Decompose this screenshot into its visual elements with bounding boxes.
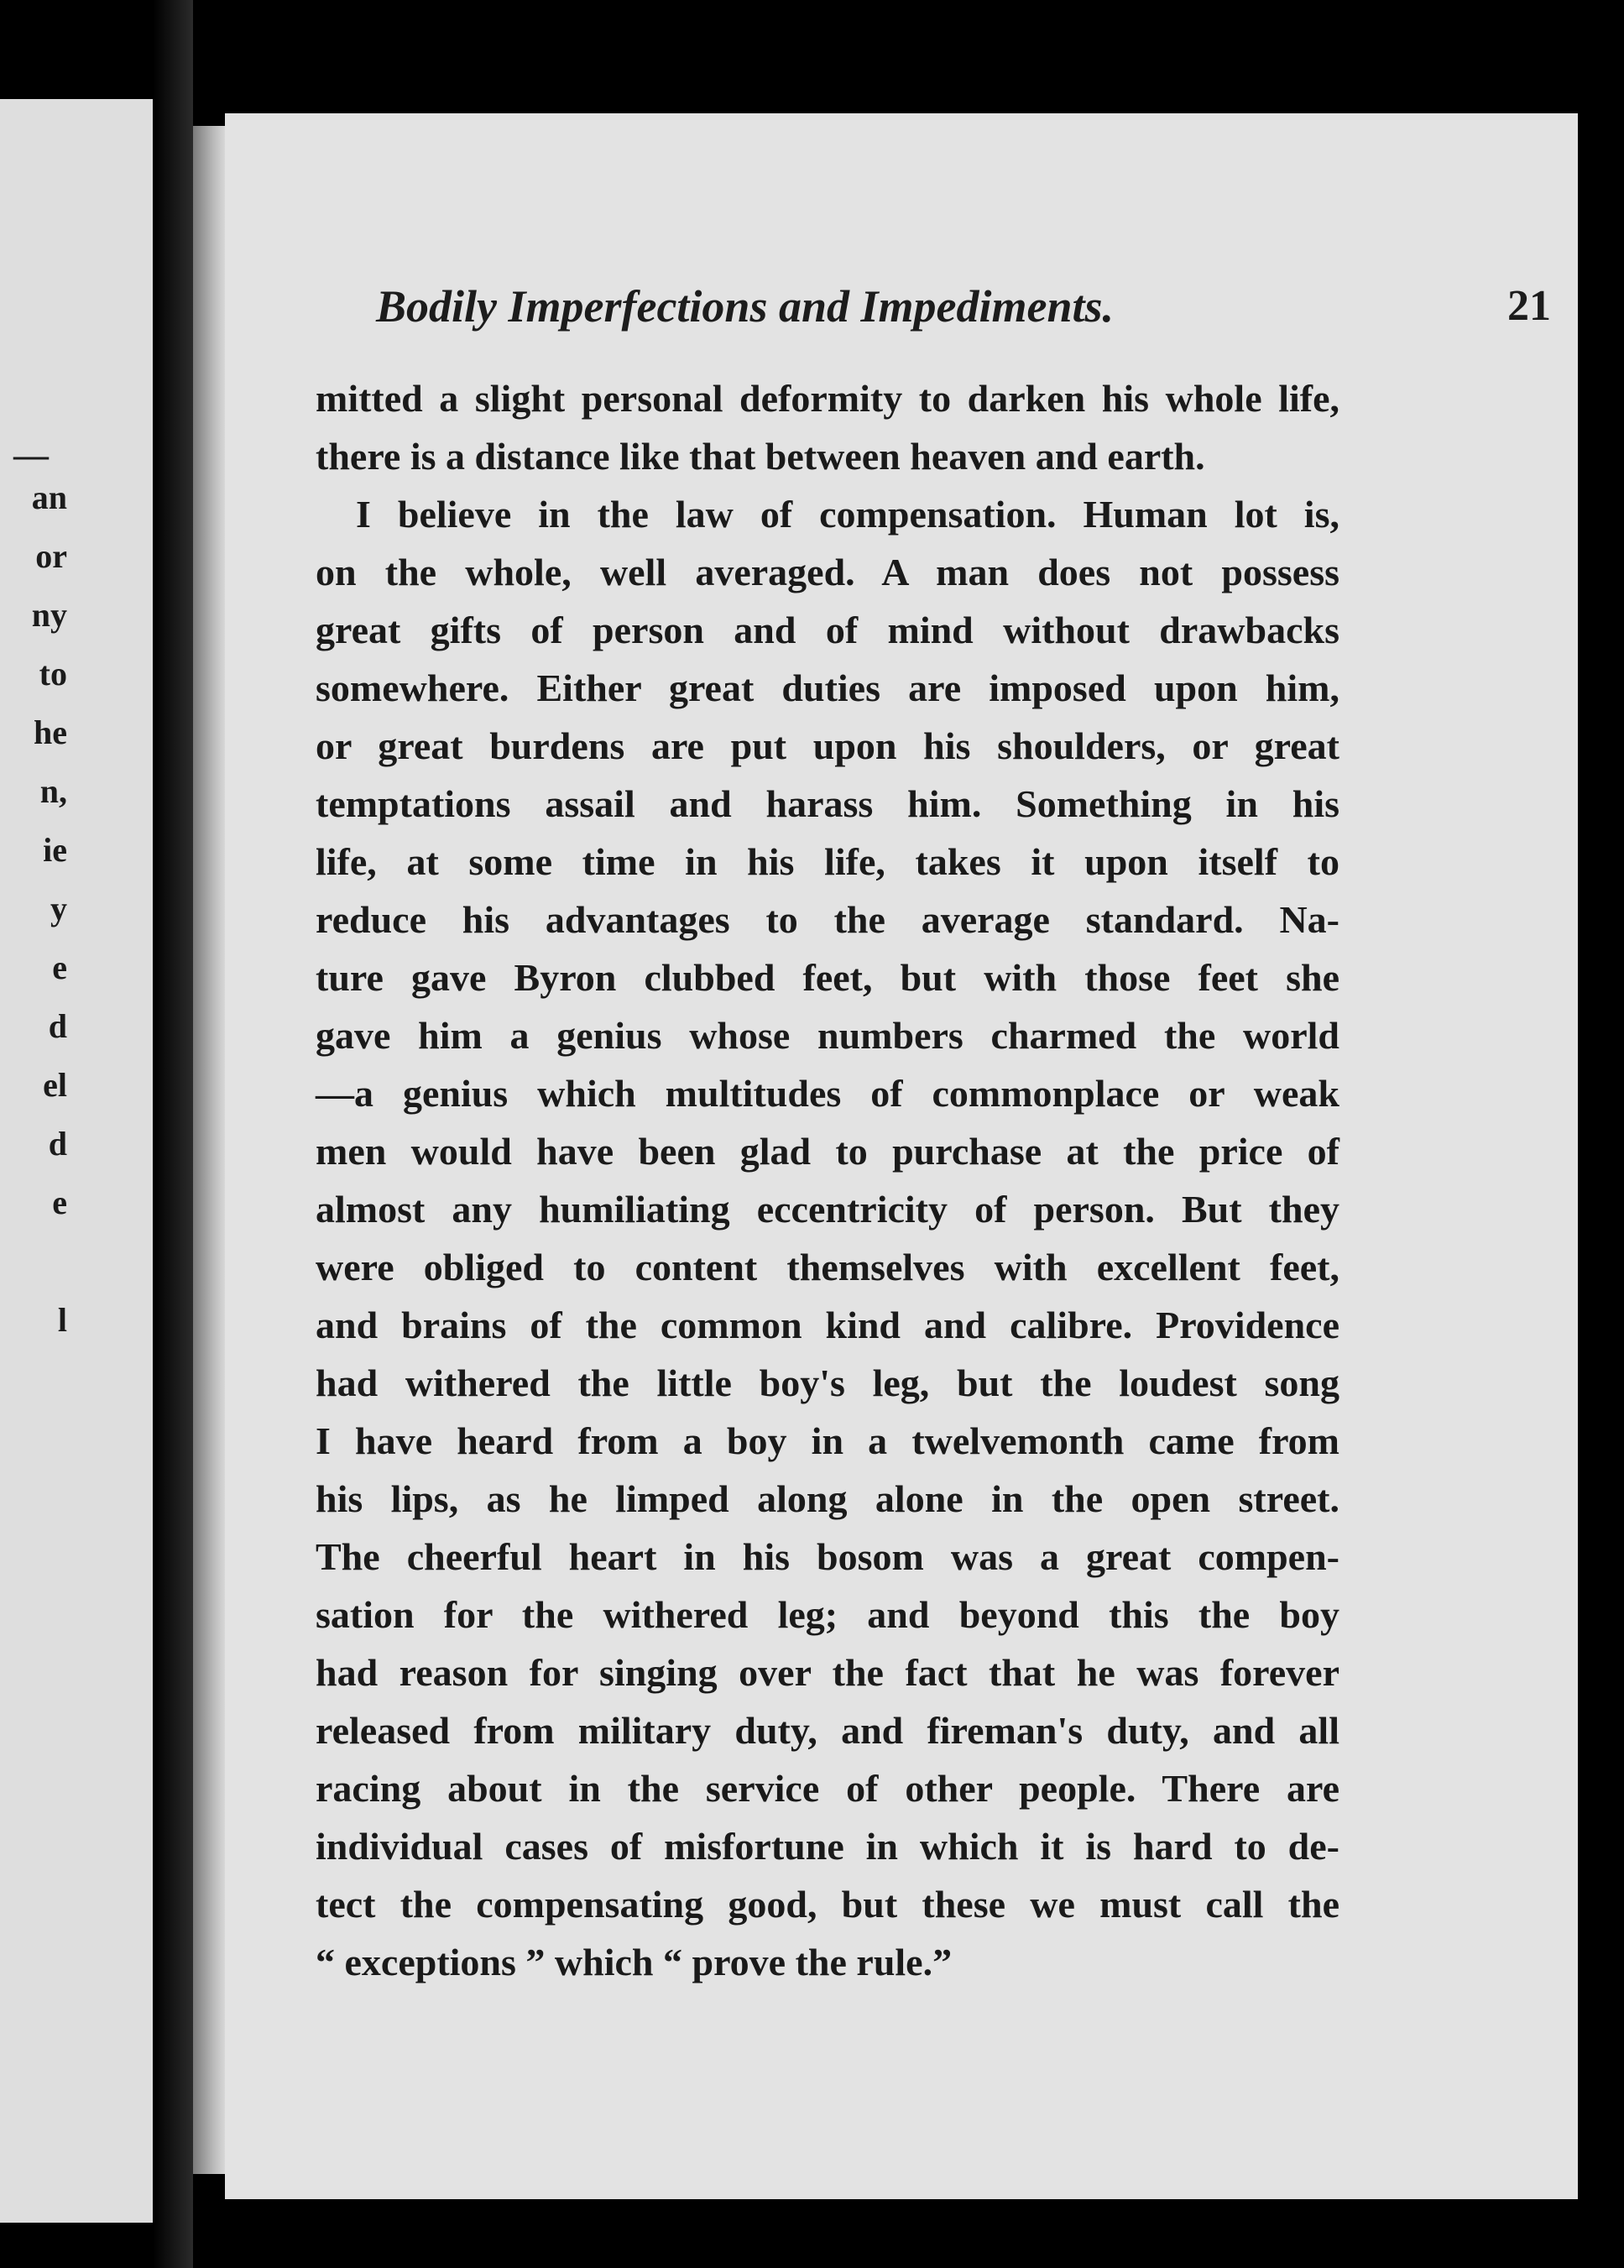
text-line: had withered the little boy's leg, but the loudest song: [316, 1361, 1339, 1404]
text-line: “ exceptions ” which “ prove the rule.”: [316, 1941, 953, 1983]
previous-page-fragment: n,: [39, 772, 67, 810]
text-line: and brains of the common kind and calibre. Providence: [316, 1304, 1339, 1346]
page-number: 21: [1507, 282, 1551, 330]
previous-page-fragment: l: [57, 1301, 67, 1339]
text-line: reduce his advantages to the average standard. Na-: [316, 898, 1339, 941]
previous-page-fragment: d: [48, 1125, 67, 1163]
text-line: there is a distance like that between heaven and earth.: [316, 435, 1205, 478]
previous-page-margin: [0, 99, 153, 2223]
text-line: or great burdens are put upon his shoulders, or great: [316, 724, 1339, 767]
running-head: [376, 269, 1559, 344]
text-line: I have heard from a boy in a twelvemonth came from: [316, 1419, 1339, 1462]
text-line: I believe in the law of compensation. Human lot is,: [356, 493, 1339, 536]
previous-page-fragment: y: [50, 890, 67, 928]
previous-page-fragment: e: [52, 1184, 67, 1221]
previous-page-mark: —: [13, 436, 49, 475]
text-line: great gifts of person and of mind without drawbacks: [316, 609, 1339, 651]
previous-page-fragment: d: [48, 1007, 67, 1045]
previous-page-fragment: ny: [31, 596, 67, 634]
previous-page-fragment: el: [43, 1066, 67, 1104]
previous-page-fragment: he: [34, 713, 67, 751]
text-line: were obliged to content themselves with excellent feet,: [316, 1246, 1339, 1288]
previous-page-fragment: or: [35, 537, 67, 575]
text-line: racing about in the service of other people. There are: [316, 1767, 1339, 1810]
page-edge-shadow: [193, 126, 227, 2174]
text-line: tect the compensating good, but these we must call the: [316, 1883, 1339, 1926]
text-line: men would have been glad to purchase at the price of: [316, 1130, 1339, 1173]
text-line: life, at some time in his life, takes it upon itself to: [316, 840, 1339, 883]
text-line: individual cases of misfortune in which it is hard to de-: [316, 1825, 1339, 1868]
previous-page-fragment: e: [52, 948, 67, 986]
text-line: almost any humiliating eccentricity of person. But they: [316, 1188, 1339, 1231]
text-line: mitted a slight personal deformity to darken his whole life,: [316, 377, 1339, 420]
text-line: The cheerful heart in his bosom was a great compen-: [316, 1535, 1339, 1578]
text-line: released from military duty, and fireman's duty, and all: [316, 1709, 1339, 1752]
previous-page-fragments: [0, 468, 67, 1350]
text-line: ture gave Byron clubbed feet, but with those feet she: [316, 956, 1339, 999]
previous-page-fragment: [0, 1232, 67, 1291]
previous-page-fragment: an: [31, 478, 67, 516]
text-line: somewhere. Either great duties are imposed upon him,: [316, 666, 1339, 709]
text-line: —a genius which multitudes of commonplace or weak: [316, 1072, 1339, 1115]
running-title: Bodily Imperfections and Impediments.: [376, 281, 1115, 332]
previous-page-fragment: ie: [43, 831, 67, 869]
body-text: [316, 369, 1339, 1991]
text-line: his lips, as he limped along alone in the open street.: [316, 1477, 1339, 1520]
book-page: [225, 113, 1578, 2199]
text-line: had reason for singing over the fact that he was forever: [316, 1651, 1339, 1694]
text-line: on the whole, well averaged. A man does not possess: [316, 551, 1339, 593]
previous-page-fragment: to: [39, 655, 67, 692]
text-line: sation for the withered leg; and beyond this the boy: [316, 1593, 1339, 1636]
book-gutter: [153, 0, 193, 2268]
text-line: temptations assail and harass him. Something in his: [316, 782, 1339, 825]
text-line: gave him a genius whose numbers charmed the world: [316, 1014, 1339, 1057]
